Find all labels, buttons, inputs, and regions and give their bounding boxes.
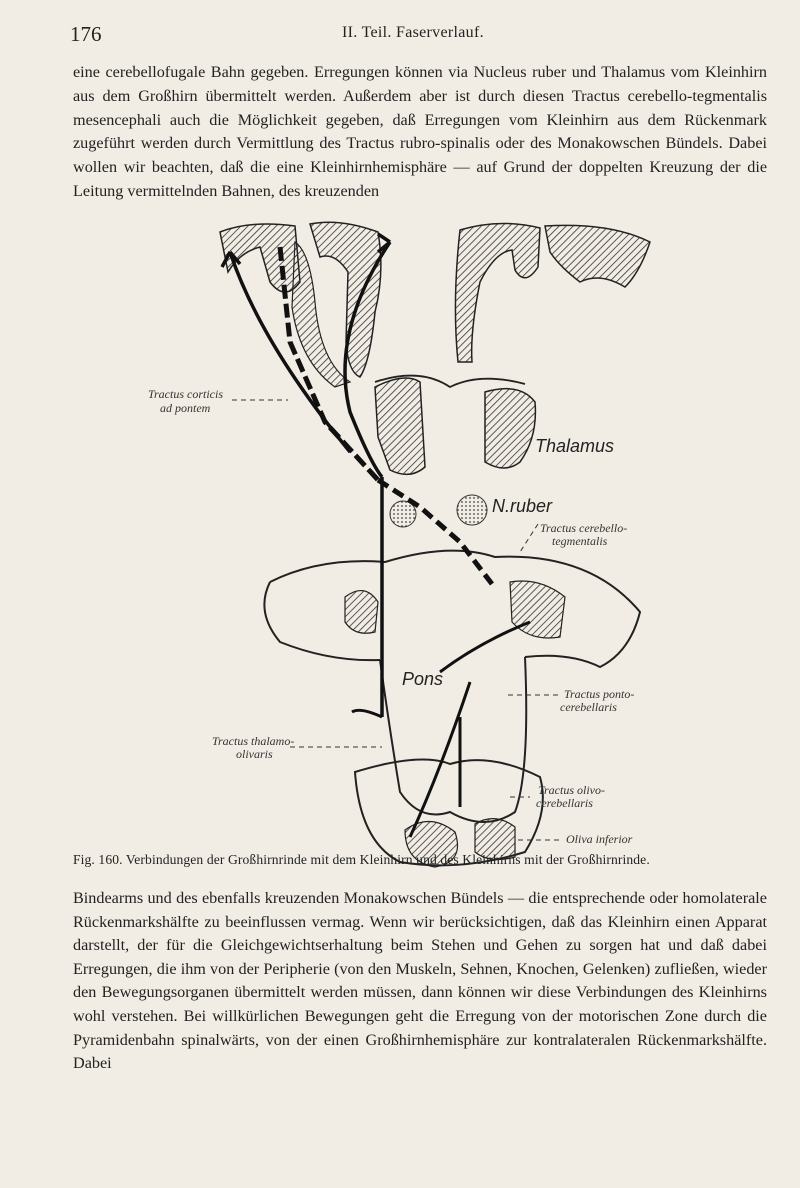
figure-caption: Fig. 160. Verbindungen der Großhirnrinde mit dem Kleinhirn und des Kleinhirns mit der Großhirnrinde.: [73, 852, 650, 867]
page-number: 176: [70, 22, 102, 46]
label-thalamo-olivaris-line1: Tractus thalamo-: [212, 734, 295, 748]
label-pons: Pons: [402, 669, 444, 689]
running-head: II. Teil. Faserverlauf.: [342, 24, 484, 41]
figure-160: [120, 212, 680, 877]
label-olivo-cerebellaris-line1: Tractus olivo-: [538, 783, 606, 797]
label-ponto-cerebellaris-line1: Tractus ponto-: [564, 687, 635, 701]
label-olivo-cerebellaris-line2: cerebellaris: [536, 796, 593, 810]
cortex-right: [455, 223, 650, 362]
brain-pathway-diagram: [120, 212, 680, 877]
label-oliva-inferior: Oliva inferior: [566, 832, 633, 846]
thalamus-region: [375, 376, 535, 475]
label-tractus-corticis-line2: ad pontem: [160, 401, 211, 415]
label-thalamus: Thalamus: [535, 436, 615, 456]
label-tractus-corticis-line1: Tractus corticis: [148, 387, 224, 401]
paragraph-bottom: Bindearms und des ebenfalls kreuzenden Monakowschen Bündels — die entsprechende oder homolaterale Rückenmarkshälfte zu beeinflussen vermag. Wenn wir berücksichtigen, daß das Kleinhirn einen Apparat darstellt, der für die Gleichgewichtserhaltung beim Stehen und Gehen zu sorgen hat und daß dabei Erregungen, die ihm von der Peripherie (von den Muskeln, Sehnen, Knochen, Gelenken) zufließen, wieder den Bewegungsorganen übermittelt werden müssen, dann können wir diese Verbindungen des Kleinhirns wohl verstehen. Bei willkürlichen Bewegungen geht die Erregung von der motorischen Zone durch die Pyramidenbahn spinalwärts, von der einen Großhirnhemisphäre zur kontralateralen Rückenmarkshälfte. Dabei: [73, 889, 767, 1073]
label-n-ruber: N.ruber: [492, 496, 553, 516]
label-thalamo-olivaris-line2: olivaris: [236, 747, 273, 761]
label-cerebello-tegmentalis-line2: tegmentalis: [552, 534, 608, 548]
page-header: [70, 22, 770, 52]
cerebellum: [345, 581, 565, 638]
pontocerebellar-paths: [352, 622, 530, 837]
label-ponto-cerebellaris-line2: cerebellaris: [560, 700, 617, 714]
paragraph-top: eine cerebellofugale Bahn gegeben. Erregungen können via Nucleus ruber und Thalamus vom Kleinhirn aus dem Großhirn übermittelt werden. Außerdem aber ist durch diesen Tractus cerebello-tegmentalis mesencephali auch die Möglichkeit gegeben, daß Erregungen vom Kleinhirn aus dem Rückenmark zugeführt werden durch Vermittlung des Tractus rubro-spinalis oder des Monakowschen Bündels. Dabei wollen wir beachten, daß die eine Kleinhirnhemisphäre — auf Grund der doppelten Kreuzung der die Leitung vermittelnden Bahnen, des kreuzenden: [73, 63, 767, 200]
label-cerebello-tegmentalis-line1: Tractus cerebello-: [540, 521, 628, 535]
